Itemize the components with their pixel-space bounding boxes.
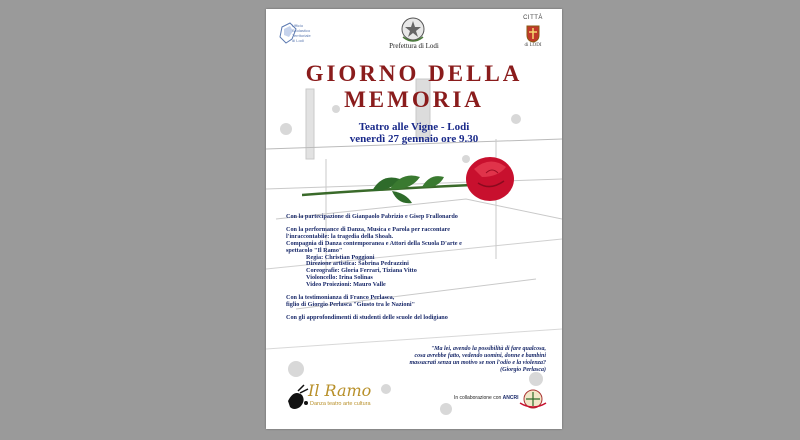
city-of-lodi-logo [518, 15, 548, 48]
city-name: di LODI [524, 43, 542, 48]
credit-video: Video Proiezioni: Mauro Valle [306, 281, 386, 289]
poster-title [266, 61, 562, 113]
il-ramo-name: Il Ramo [308, 381, 372, 400]
ust-line-1: Ufficio [292, 23, 304, 28]
participation-text: Con la partecipazione di Gianpaolo Pabrizio e Gisep Frallonardo [286, 213, 458, 220]
credit-violoncello: Violoncello: Irina Solinas [306, 274, 373, 282]
venue-info [266, 121, 562, 145]
testimony-line-2: figlio di Giorgio Perlasca "Giusto tra le Nazioni" [286, 300, 416, 308]
ust-line-4: di Lodi [292, 38, 304, 43]
credit-regia: Regia: Christian Poggioni [306, 253, 375, 261]
ust-line-2: Scolastico [292, 28, 311, 33]
event-poster [266, 9, 562, 429]
testimony-line-1: Con la testimonianza di Franco Perlasca, [286, 294, 395, 302]
title-line-1: GIORNO DELLA [305, 61, 523, 86]
credit-direzione: Direzione artistica: Sabrina Pedrazzini [306, 260, 409, 268]
ust-lodi-logo-text [292, 23, 311, 43]
collab-label: In collaborazione con [454, 395, 502, 401]
venue-location: Teatro alle Vigne - Lodi [358, 121, 470, 133]
il-ramo-subtitle: Danza teatro arte cultura [310, 401, 371, 407]
performance-line-1: Con la performance di Danza, Musica e Parola per raccontare [286, 225, 450, 233]
quote-line-1: "Ma lei, avendo la possibilità di fare qualcosa, [430, 346, 546, 352]
performance-line-3: Compagnia di Danza contemporanea e Attori della Scuola D'arte e [286, 239, 462, 247]
students-text: Con gli approfondimenti di studenti delle scuole del lodigiano [286, 313, 448, 321]
red-rose-image [302, 151, 522, 211]
event-description [286, 214, 546, 322]
quote-line-3: massacrati senza un motivo se non l'odio e la violenza? [409, 360, 546, 366]
collab-org: ANCRI [502, 395, 519, 401]
ust-line-3: Territoriale [292, 33, 311, 38]
prefettura-label: Prefettura di Lodi [389, 42, 439, 50]
lodi-coat-of-arms-icon [526, 25, 540, 43]
ancri-logo-icon [516, 387, 550, 411]
performance-line-2: l'inraccontabile: la tragedia della Shoah. [286, 232, 394, 240]
quote-line-2: cosa avrebbe fatto, vedendo uomini, donne e bambini [414, 353, 546, 359]
city-title: CITTÀ [523, 15, 543, 21]
credit-coreografie: Coreografie: Gloria Ferrari, Tiziana Vitto [306, 267, 417, 275]
italian-republic-emblem-icon [399, 15, 427, 45]
performance-line-4: spettacolo "Il Ramo" [286, 246, 343, 254]
title-line-2: MEMORIA [344, 87, 484, 112]
perlasca-quote [376, 346, 546, 374]
venue-datetime: venerdì 27 gennaio ore 9.30 [349, 133, 479, 145]
collaboration-text [454, 395, 519, 401]
quote-author: (Giorgio Perlasca) [500, 367, 546, 373]
